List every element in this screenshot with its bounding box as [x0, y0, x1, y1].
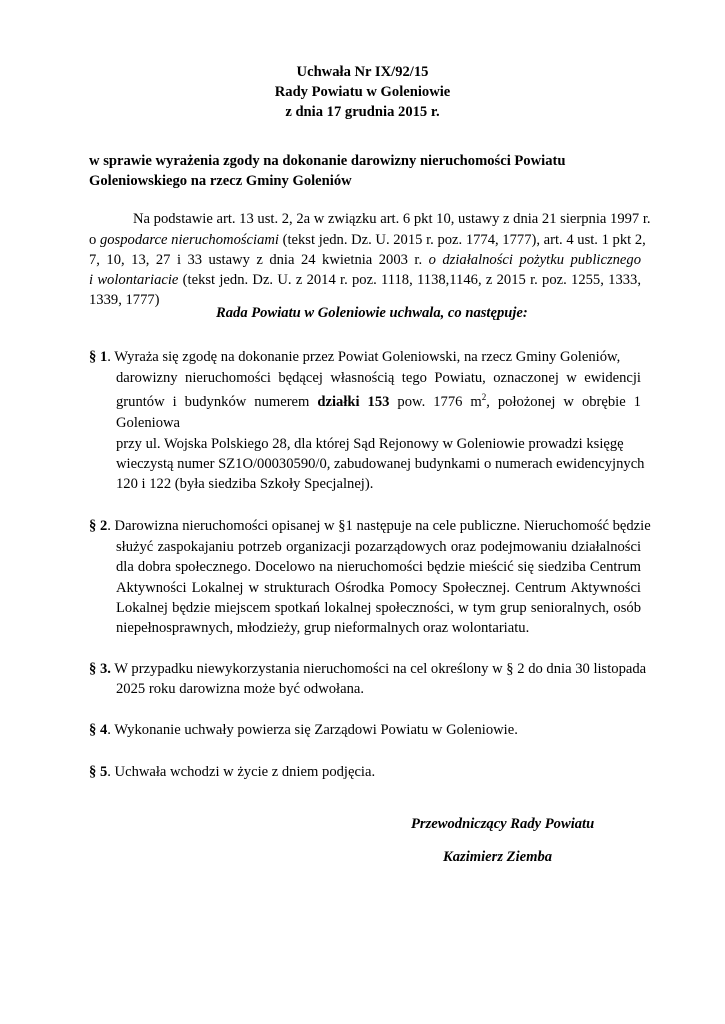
- section-text: W przypadku niewykorzystania nieruchomości na cel określony w § 2 do dnia 30 listopada: [110, 661, 647, 677]
- council-name: Rady Powiatu w Goleniowie: [274, 84, 451, 100]
- section-2-line-4: Aktywności Lokalnej w strukturach Ośrodka Pomocy Społecznej. Centrum Aktywności: [116, 580, 641, 596]
- section-3-number: § 3.: [89, 661, 111, 677]
- area-text: pow. 1776 m: [389, 394, 482, 410]
- section-text: . Wyraża się zgodę na dokonanie przez Powiat Goleniowski, na rzecz Gminy Goleniów,: [107, 349, 621, 365]
- section-2-line-1: [89, 516, 651, 537]
- section-text: . Uchwała wchodzi w życie z dniem podjęcia.: [107, 764, 376, 780]
- preamble-line-3: [89, 250, 641, 271]
- section-1-line-4: Goleniowa: [116, 415, 181, 431]
- preamble-text: o: [89, 232, 100, 248]
- section-text: . Darowizna nieruchomości opisanej w §1 następuje na cele publiczne. Nieruchomość będzie: [107, 518, 651, 534]
- section-2-line-2: służyć zaspokajaniu potrzeb organizacji pozarządowych oraz podejmowaniu działalności: [116, 539, 641, 555]
- section-1-line-3: [116, 392, 641, 413]
- section-4-number: § 4: [89, 722, 108, 738]
- resolution-statement: Rada Powiatu w Goleniowie uchwala, co następuje:: [216, 305, 528, 321]
- preamble-line-4: [89, 270, 641, 291]
- preamble-line-1: Na podstawie art. 13 ust. 2, 2a w związku art. 6 pkt 10, ustawy z dnia 21 sierpnia 1997 r.: [133, 211, 651, 227]
- section-text: . Wykonanie uchwały powierza się Zarządowi Powiatu w Goleniowie.: [107, 722, 518, 738]
- section-2-line-3: dla dobra społecznego. Docelowo na nieruchomości będzie mieścić się siedziba Centrum: [116, 559, 641, 575]
- document-date: z dnia 17 grudnia 2015 r.: [285, 104, 440, 120]
- section-text: gruntów i budynków numerem: [116, 394, 318, 410]
- preamble-text: (tekst jedn. Dz. U. z 2014 r. poz. 1118, 1138,1146, z 2015 r. poz. 1255, 1333,: [178, 272, 641, 288]
- section-2-line-5: Lokalnej będzie miejscem spotkań lokalnej społeczności, w tym grup senioralnych, osób: [116, 600, 641, 616]
- section-5-line: [89, 762, 375, 783]
- subject-line-2: Goleniowskiego na rzecz Gminy Goleniów: [89, 173, 352, 189]
- section-1-number: § 1: [89, 349, 108, 365]
- document-number: Uchwała Nr IX/92/15: [296, 64, 429, 80]
- section-5-number: § 5: [89, 764, 108, 780]
- plot-number: działki 153: [317, 394, 390, 410]
- act-title-public-benefit: o działalności pożytku publicznego: [428, 252, 641, 268]
- preamble-line-5: 1339, 1777): [89, 292, 160, 308]
- act-title-real-estate: gospodarce nieruchomościami: [99, 232, 279, 248]
- area-unit-superscript: 2: [481, 392, 487, 402]
- signature-name: Kazimierz Ziemba: [443, 849, 553, 865]
- subject-line-1: w sprawie wyrażenia zgody na dokonanie darowizny nieruchomości Powiatu: [89, 153, 566, 169]
- section-2-line-6: niepełnosprawnych, młodzieży, grup nieformalnych oraz wolontariatu.: [116, 620, 530, 636]
- section-text: , położonej w obrębie 1: [486, 394, 641, 410]
- section-1-line-7: 120 i 122 (była siedziba Szkoły Specjalnej).: [116, 476, 374, 492]
- section-3-line-2: 2025 roku darowizna może być odwołana.: [116, 681, 365, 697]
- act-title-volunteering: i wolontariacie: [89, 272, 179, 288]
- preamble-line-2: [89, 230, 646, 251]
- section-1-line-6: wieczystą numer SZ1O/00030590/0, zabudowanej budynkami o numerach ewidencyjnych: [116, 456, 645, 472]
- preamble-text: (tekst jedn. Dz. U. 2015 r. poz. 1774, 1777), art. 4 ust. 1 pkt 2,: [278, 232, 646, 248]
- signature-title: Przewodniczący Rady Powiatu: [411, 816, 595, 832]
- section-1-line-2: darowizny nieruchomości będącej własnością tego Powiatu, oznaczonej w ewidencji: [116, 370, 641, 386]
- section-1-line-5: przy ul. Wojska Polskiego 28, dla której Sąd Rejonowy w Goleniowie prowadzi księgę: [116, 436, 624, 452]
- section-4-line: [89, 720, 518, 741]
- section-1-line-1: [89, 347, 620, 368]
- section-2-number: § 2: [89, 518, 108, 534]
- section-3-line-1: [89, 659, 646, 680]
- preamble-text: 7, 10, 13, 27 i 33 ustawy z dnia 24 kwietnia 2003 r.: [89, 252, 429, 268]
